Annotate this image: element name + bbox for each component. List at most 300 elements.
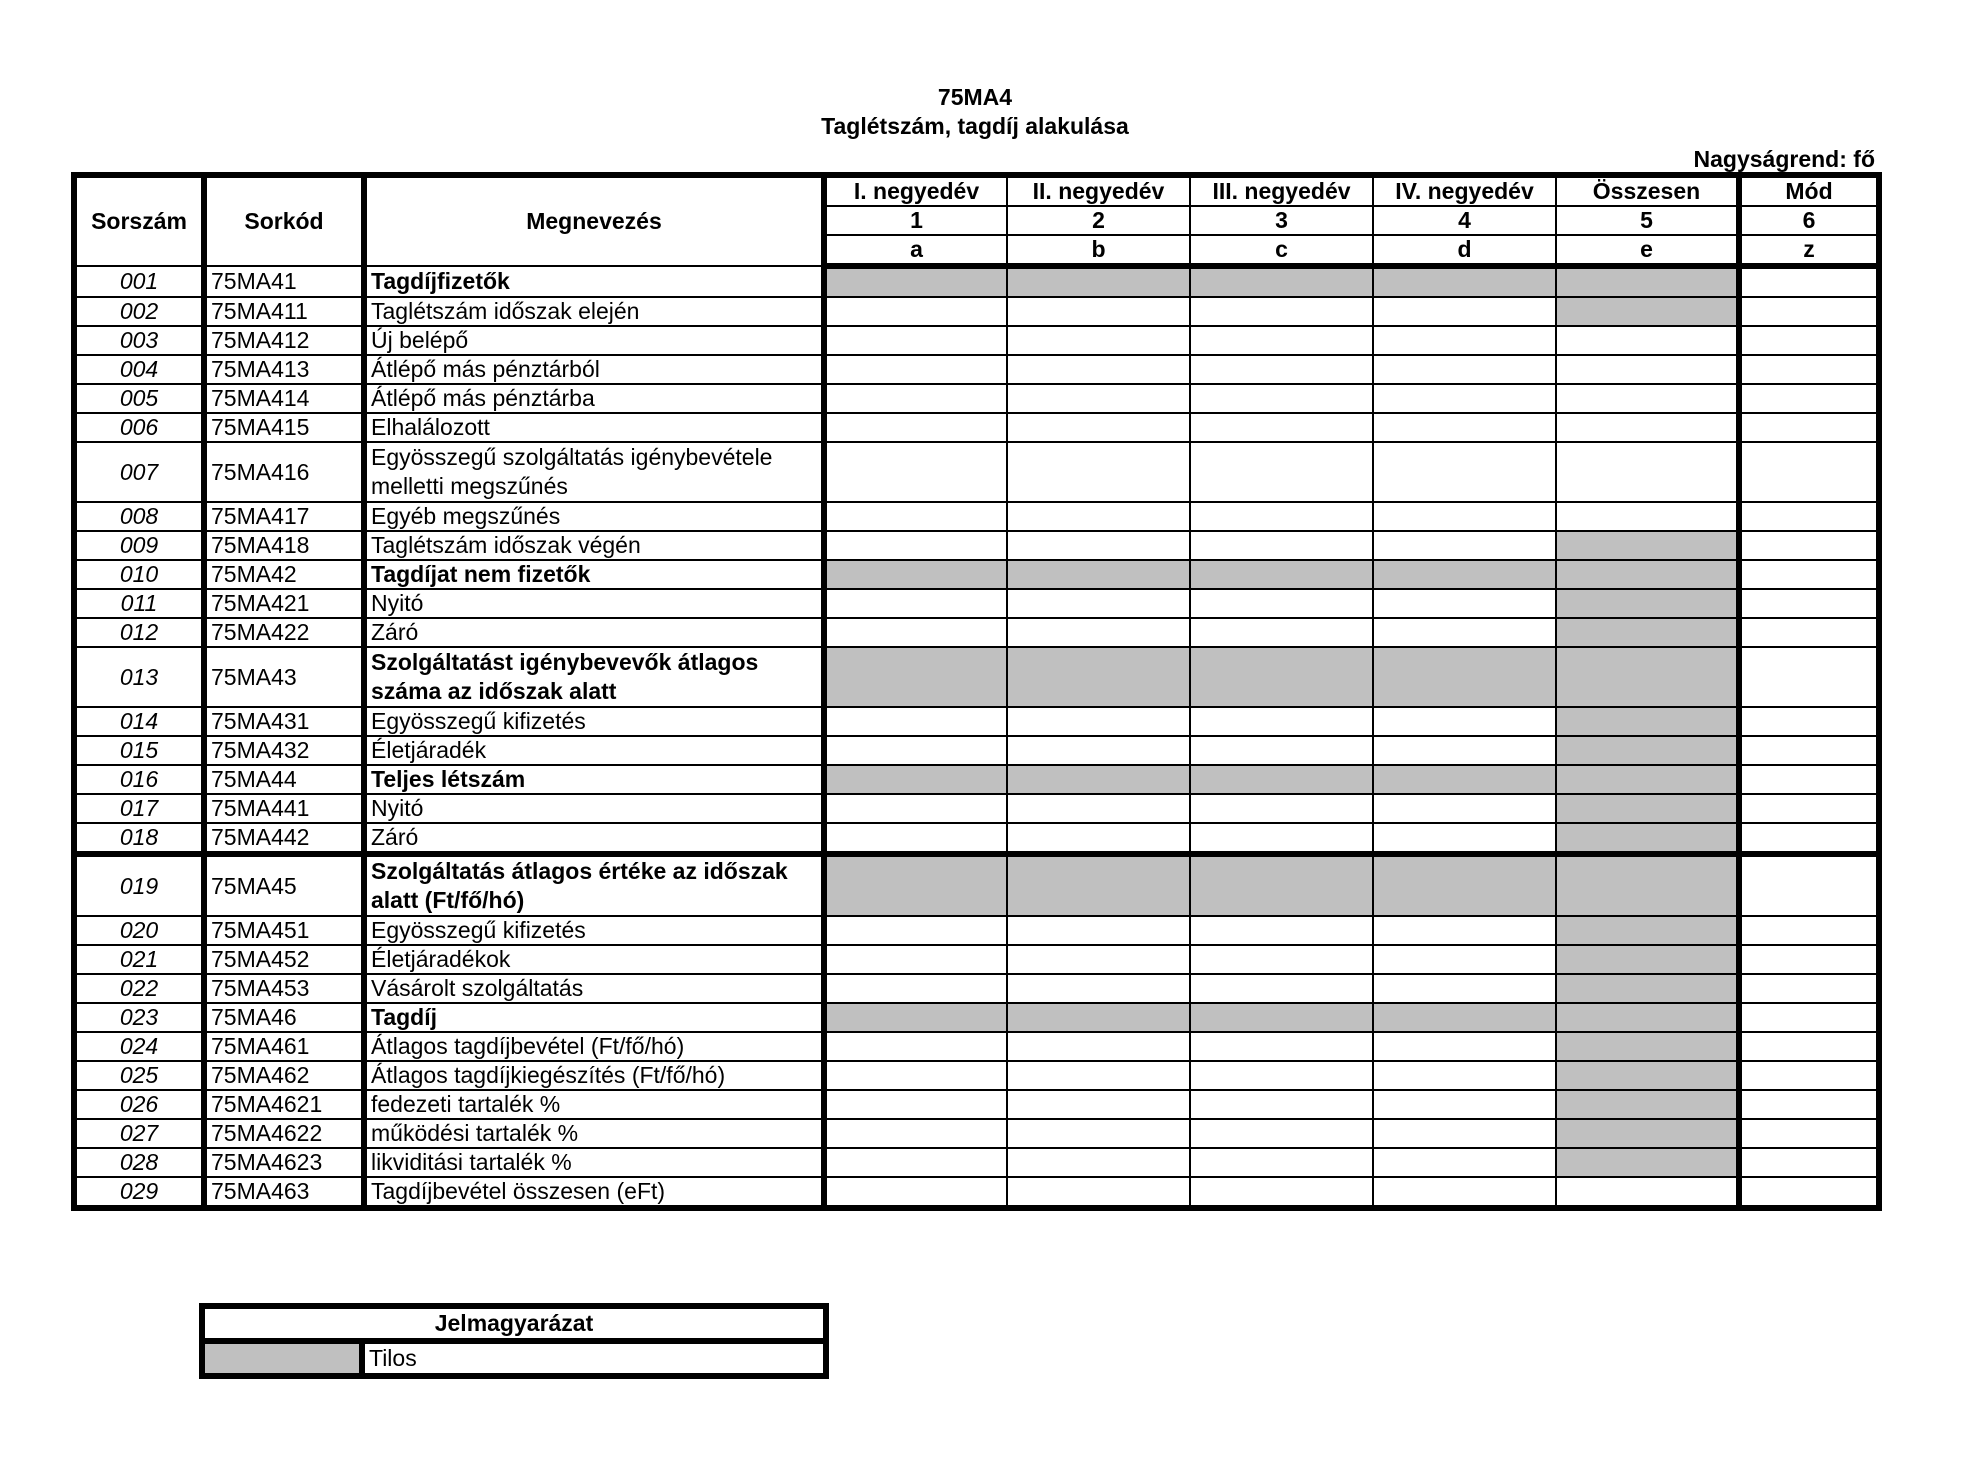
cell-q2-input[interactable] [1007,1177,1190,1208]
cell-q4-input[interactable] [1373,326,1556,355]
cell-q4-forbidden [1373,854,1556,916]
cell-mod-input[interactable] [1739,1061,1879,1090]
cell-q2-forbidden [1007,765,1190,794]
header-q2-letter: b [1007,235,1190,266]
row-code: 75MA413 [204,355,364,384]
cell-mod-input[interactable] [1739,326,1879,355]
cell-q4-input[interactable] [1373,1119,1556,1148]
row-label: Teljes létszám [364,765,824,794]
cell-mod-input[interactable] [1739,1177,1879,1208]
cell-total-input[interactable] [1556,413,1739,442]
cell-q4-input[interactable] [1373,531,1556,560]
header-q4-name: IV. negyedév [1373,175,1556,206]
cell-q4-input[interactable] [1373,794,1556,823]
cell-q4-input[interactable] [1373,355,1556,384]
row-number: 004 [74,355,204,384]
cell-total-forbidden [1556,531,1739,560]
row-number: 029 [74,1177,204,1208]
cell-q3-input[interactable] [1190,794,1373,823]
cell-total-forbidden [1556,297,1739,326]
table-row [74,297,1879,326]
header-q2-name: II. negyedév [1007,175,1190,206]
row-label: működési tartalék % [364,1119,824,1148]
row-number: 021 [74,945,204,974]
cell-mod-input[interactable] [1739,974,1879,1003]
cell-q4-input[interactable] [1373,413,1556,442]
row-code: 75MA416 [204,442,364,502]
cell-total-input[interactable] [1556,355,1739,384]
cell-q4-input[interactable] [1373,442,1556,502]
table-row [74,765,1879,794]
cell-q3-input[interactable] [1190,442,1373,502]
cell-q4-input[interactable] [1373,297,1556,326]
row-label: Záró [364,618,824,647]
row-number: 027 [74,1119,204,1148]
row-code: 75MA417 [204,502,364,531]
cell-total-forbidden [1556,854,1739,916]
row-number: 009 [74,531,204,560]
cell-q3-forbidden [1190,1003,1373,1032]
table-row [74,707,1879,736]
row-label: Életjáradékok [364,945,824,974]
cell-q1-input[interactable] [824,1090,1007,1119]
cell-q1-input[interactable] [824,945,1007,974]
table-row [74,442,1879,502]
cell-q1-input[interactable] [824,1032,1007,1061]
table-row [74,1148,1879,1177]
cell-q4-input[interactable] [1373,974,1556,1003]
cell-total-forbidden [1556,1148,1739,1177]
header-q4-num: 4 [1373,206,1556,235]
row-label: Egyösszegű kifizetés [364,707,824,736]
row-number: 020 [74,916,204,945]
header-q3-letter: c [1190,235,1373,266]
cell-total-forbidden [1556,1061,1739,1090]
row-number: 024 [74,1032,204,1061]
cell-q3-input[interactable] [1190,974,1373,1003]
cell-q2-input[interactable] [1007,442,1190,502]
row-code: 75MA411 [204,297,364,326]
cell-q3-input[interactable] [1190,1032,1373,1061]
table-row [74,1032,1879,1061]
cell-q3-input[interactable] [1190,618,1373,647]
cell-q1-forbidden [824,854,1007,916]
row-code: 75MA415 [204,413,364,442]
cell-total-input[interactable] [1556,502,1739,531]
cell-q2-input[interactable] [1007,502,1190,531]
row-number: 019 [74,854,204,916]
cell-total-forbidden [1556,974,1739,1003]
row-code: 75MA46 [204,1003,364,1032]
row-label: Átlépő más pénztárba [364,384,824,413]
cell-q3-input[interactable] [1190,1148,1373,1177]
row-number: 005 [74,384,204,413]
cell-total-input[interactable] [1556,442,1739,502]
cell-mod-input[interactable] [1739,1090,1879,1119]
cell-q1-input[interactable] [824,1177,1007,1208]
cell-q4-forbidden [1373,266,1556,297]
cell-q1-forbidden [824,1003,1007,1032]
cell-q3-forbidden [1190,765,1373,794]
row-label: Szolgáltatást igénybevevők átlagos száma az időszak alatt [364,647,824,707]
cell-q3-input[interactable] [1190,413,1373,442]
cell-total-input[interactable] [1556,326,1739,355]
cell-q1-forbidden [824,765,1007,794]
form-title: Taglétszám, tagdíj alakulása [821,113,1129,139]
cell-q3-input[interactable] [1190,502,1373,531]
cell-mod-input[interactable] [1739,297,1879,326]
cell-q2-input[interactable] [1007,1061,1190,1090]
row-code: 75MA412 [204,326,364,355]
cell-q2-input[interactable] [1007,945,1190,974]
cell-total-forbidden [1556,1032,1739,1061]
cell-q2-input[interactable] [1007,326,1190,355]
table-row [74,916,1879,945]
table-row [74,1119,1879,1148]
cell-mod-input[interactable] [1739,765,1879,794]
row-number: 001 [74,266,204,297]
legend-table [199,1303,829,1379]
table-row [74,560,1879,589]
cell-total-forbidden [1556,707,1739,736]
table-row [74,1003,1879,1032]
table-row [74,945,1879,974]
row-label: Egyösszegű kifizetés [364,916,824,945]
table-row [74,854,1879,916]
table-body [74,266,1879,1208]
cell-total-forbidden [1556,823,1739,854]
cell-q2-forbidden [1007,266,1190,297]
header-sorszam: Sorszám [74,175,204,266]
cell-q1-forbidden [824,647,1007,707]
cell-q2-input[interactable] [1007,823,1190,854]
cell-q3-input[interactable] [1190,384,1373,413]
cell-q1-input[interactable] [824,1148,1007,1177]
cell-total-forbidden [1556,560,1739,589]
cell-q3-input[interactable] [1190,1090,1373,1119]
cell-q1-input[interactable] [824,297,1007,326]
cell-mod-input[interactable] [1739,413,1879,442]
table-row [74,355,1879,384]
cell-total-forbidden [1556,945,1739,974]
cell-mod-input[interactable] [1739,1119,1879,1148]
row-number: 014 [74,707,204,736]
cell-q1-input[interactable] [824,736,1007,765]
row-number: 015 [74,736,204,765]
cell-q2-input[interactable] [1007,1148,1190,1177]
cell-mod-input[interactable] [1739,618,1879,647]
cell-q1-input[interactable] [824,442,1007,502]
cell-q3-input[interactable] [1190,736,1373,765]
cell-q2-input[interactable] [1007,974,1190,1003]
cell-q3-input[interactable] [1190,1177,1373,1208]
cell-mod-input[interactable] [1739,736,1879,765]
row-label: Taglétszám időszak elején [364,297,824,326]
cell-q2-input[interactable] [1007,531,1190,560]
cell-mod-input[interactable] [1739,266,1879,297]
cell-q4-input[interactable] [1373,736,1556,765]
cell-total-forbidden [1556,618,1739,647]
table-row [74,794,1879,823]
table-row [74,502,1879,531]
row-code: 75MA463 [204,1177,364,1208]
row-number: 026 [74,1090,204,1119]
cell-q4-input[interactable] [1373,1148,1556,1177]
row-number: 010 [74,560,204,589]
cell-q2-input[interactable] [1007,794,1190,823]
cell-q4-forbidden [1373,647,1556,707]
cell-mod-input[interactable] [1739,823,1879,854]
cell-q4-input[interactable] [1373,1177,1556,1208]
cell-total-forbidden [1556,765,1739,794]
cell-q3-input[interactable] [1190,1119,1373,1148]
header-q4-letter: d [1373,235,1556,266]
row-number: 007 [74,442,204,502]
cell-total-input[interactable] [1556,1177,1739,1208]
cell-mod-input[interactable] [1739,502,1879,531]
cell-q1-input[interactable] [824,589,1007,618]
cell-q2-input[interactable] [1007,1090,1190,1119]
cell-q2-input[interactable] [1007,413,1190,442]
header-q1-num: 1 [824,206,1007,235]
row-code: 75MA41 [204,266,364,297]
cell-total-forbidden [1556,916,1739,945]
table-row [74,823,1879,854]
cell-total-forbidden [1556,1003,1739,1032]
cell-q3-input[interactable] [1190,326,1373,355]
cell-q1-input[interactable] [824,502,1007,531]
row-number: 006 [74,413,204,442]
cell-q4-input[interactable] [1373,589,1556,618]
cell-mod-input[interactable] [1739,945,1879,974]
cell-q4-input[interactable] [1373,1032,1556,1061]
table-row [74,266,1879,297]
header-total-letter: e [1556,235,1739,266]
cell-q4-input[interactable] [1373,1090,1556,1119]
cell-q1-input[interactable] [824,1119,1007,1148]
row-label: Tagdíj [364,1003,824,1032]
row-label: Nyitó [364,794,824,823]
cell-q2-input[interactable] [1007,618,1190,647]
cell-q4-input[interactable] [1373,823,1556,854]
row-code: 75MA418 [204,531,364,560]
cell-mod-input[interactable] [1739,589,1879,618]
cell-q2-input[interactable] [1007,1032,1190,1061]
cell-q1-forbidden [824,266,1007,297]
cell-total-forbidden [1556,794,1739,823]
cell-q2-input[interactable] [1007,736,1190,765]
cell-q2-forbidden [1007,647,1190,707]
data-table [71,172,1882,1211]
cell-q3-forbidden [1190,647,1373,707]
cell-total-input[interactable] [1556,384,1739,413]
row-number: 013 [74,647,204,707]
cell-q3-forbidden [1190,266,1373,297]
cell-q2-input[interactable] [1007,589,1190,618]
row-label: Taglétszám időszak végén [364,531,824,560]
cell-q4-forbidden [1373,765,1556,794]
header-q2-num: 2 [1007,206,1190,235]
row-number: 018 [74,823,204,854]
row-number: 023 [74,1003,204,1032]
cell-mod-input[interactable] [1739,647,1879,707]
row-code: 75MA442 [204,823,364,854]
cell-total-forbidden [1556,1090,1739,1119]
cell-q1-input[interactable] [824,326,1007,355]
row-label: Egyösszegű szolgáltatás igénybevétele melletti megszűnés [364,442,824,502]
row-label: fedezeti tartalék % [364,1090,824,1119]
cell-q1-input[interactable] [824,531,1007,560]
row-label: Tagdíjat nem fizetők [364,560,824,589]
cell-q2-forbidden [1007,560,1190,589]
header-mod-letter: z [1739,235,1879,266]
cell-q2-input[interactable] [1007,384,1190,413]
row-code: 75MA45 [204,854,364,916]
cell-mod-input[interactable] [1739,560,1879,589]
row-label: Tagdíjfizetők [364,266,824,297]
row-number: 017 [74,794,204,823]
row-code: 75MA451 [204,916,364,945]
cell-q1-input[interactable] [824,1061,1007,1090]
cell-q4-input[interactable] [1373,502,1556,531]
row-label: Átlépő más pénztárból [364,355,824,384]
cell-q2-input[interactable] [1007,355,1190,384]
cell-q2-input[interactable] [1007,1119,1190,1148]
row-label: Záró [364,823,824,854]
cell-q2-forbidden [1007,854,1190,916]
row-label: Új belépő [364,326,824,355]
cell-mod-input[interactable] [1739,1003,1879,1032]
cell-mod-input[interactable] [1739,355,1879,384]
row-code: 75MA422 [204,618,364,647]
header-mod-name: Mód [1739,175,1879,206]
cell-q4-input[interactable] [1373,384,1556,413]
table-row [74,1090,1879,1119]
cell-q4-input[interactable] [1373,618,1556,647]
cell-mod-input[interactable] [1739,442,1879,502]
row-code: 75MA462 [204,1061,364,1090]
cell-q1-input[interactable] [824,974,1007,1003]
row-label: Szolgáltatás átlagos értéke az időszak alatt (Ft/fő/hó) [364,854,824,916]
row-code: 75MA414 [204,384,364,413]
table-row [74,1061,1879,1090]
cell-q4-input[interactable] [1373,945,1556,974]
cell-q1-input[interactable] [824,384,1007,413]
header-megnevezes: Megnevezés [364,175,824,266]
row-number: 002 [74,297,204,326]
header-q3-num: 3 [1190,206,1373,235]
cell-q3-input[interactable] [1190,589,1373,618]
cell-q3-input[interactable] [1190,355,1373,384]
cell-mod-input[interactable] [1739,794,1879,823]
form-code: 75MA4 [937,84,1013,110]
cell-total-forbidden [1556,647,1739,707]
table-row [74,974,1879,1003]
row-number: 012 [74,618,204,647]
cell-q4-forbidden [1373,1003,1556,1032]
cell-q2-input[interactable] [1007,297,1190,326]
cell-q3-input[interactable] [1190,916,1373,945]
cell-q1-input[interactable] [824,794,1007,823]
row-code: 75MA4622 [204,1119,364,1148]
cell-mod-input[interactable] [1739,1032,1879,1061]
row-label: Vásárolt szolgáltatás [364,974,824,1003]
legend-swatch-forbidden [202,1341,362,1376]
cell-q3-input[interactable] [1190,823,1373,854]
cell-q4-forbidden [1373,560,1556,589]
table-row [74,413,1879,442]
cell-q3-input[interactable] [1190,707,1373,736]
cell-mod-input[interactable] [1739,854,1879,916]
row-code: 75MA453 [204,974,364,1003]
header-mod-num: 6 [1739,206,1879,235]
cell-q1-input[interactable] [824,707,1007,736]
row-code: 75MA431 [204,707,364,736]
header-q1-name: I. negyedév [824,175,1007,206]
unit-note: Nagyságrend: fő [1693,146,1875,172]
row-number: 028 [74,1148,204,1177]
cell-q3-input[interactable] [1190,945,1373,974]
legend-title: Jelmagyarázat [202,1306,826,1341]
cell-q2-input[interactable] [1007,916,1190,945]
header-q3-name: III. negyedév [1190,175,1373,206]
cell-total-forbidden [1556,589,1739,618]
cell-mod-input[interactable] [1739,531,1879,560]
row-code: 75MA4623 [204,1148,364,1177]
table-row [74,618,1879,647]
cell-q3-forbidden [1190,560,1373,589]
cell-mod-input[interactable] [1739,707,1879,736]
header-total-name: Összesen [1556,175,1739,206]
row-number: 022 [74,974,204,1003]
header-sorkod: Sorkód [204,175,364,266]
cell-q1-input[interactable] [824,823,1007,854]
cell-q3-input[interactable] [1190,297,1373,326]
table-row [74,384,1879,413]
row-code: 75MA4621 [204,1090,364,1119]
cell-q1-input[interactable] [824,618,1007,647]
table-row [74,1177,1879,1208]
cell-q4-input[interactable] [1373,1061,1556,1090]
row-code: 75MA452 [204,945,364,974]
cell-mod-input[interactable] [1739,1148,1879,1177]
cell-q4-input[interactable] [1373,707,1556,736]
cell-total-forbidden [1556,736,1739,765]
cell-q1-input[interactable] [824,413,1007,442]
cell-q1-input[interactable] [824,916,1007,945]
cell-q4-input[interactable] [1373,916,1556,945]
row-label: likviditási tartalék % [364,1148,824,1177]
cell-total-forbidden [1556,266,1739,297]
row-label: Egyéb megszűnés [364,502,824,531]
table-row [74,647,1879,707]
row-code: 75MA461 [204,1032,364,1061]
cell-q2-input[interactable] [1007,707,1190,736]
row-number: 003 [74,326,204,355]
table-row [74,589,1879,618]
legend-label-forbidden: Tilos [362,1341,826,1376]
row-code: 75MA44 [204,765,364,794]
cell-mod-input[interactable] [1739,916,1879,945]
cell-q3-forbidden [1190,854,1373,916]
row-label: Átlagos tagdíjkiegészítés (Ft/fő/hó) [364,1061,824,1090]
cell-mod-input[interactable] [1739,384,1879,413]
row-code: 75MA42 [204,560,364,589]
cell-total-forbidden [1556,1119,1739,1148]
cell-q3-input[interactable] [1190,531,1373,560]
cell-q1-input[interactable] [824,355,1007,384]
cell-q3-input[interactable] [1190,1061,1373,1090]
